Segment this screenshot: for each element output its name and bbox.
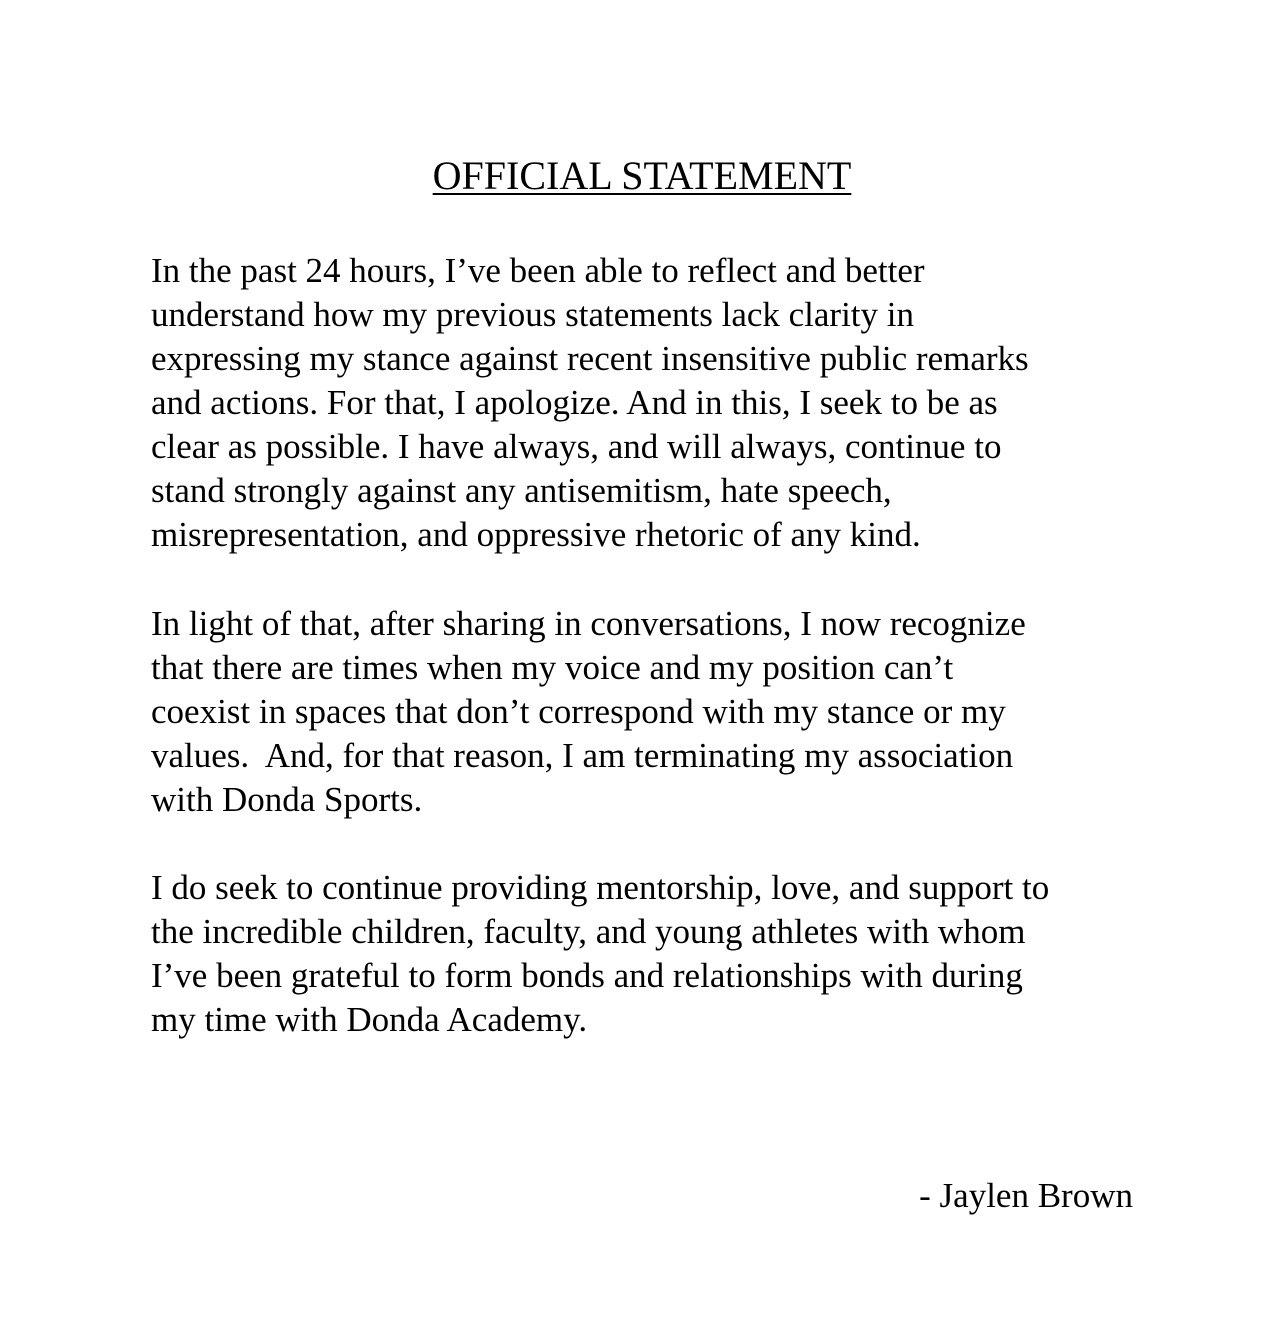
paragraph-line: that there are times when my voice and my position can’t [151, 648, 954, 687]
statement-paragraph-1 [151, 249, 1161, 557]
statement-paragraph-2 [151, 602, 1161, 822]
paragraph-line: clear as possible. I have always, and will always, continue to [151, 427, 1002, 466]
statement-signature: - Jaylen Brown [919, 1176, 1133, 1215]
paragraph-line: misrepresentation, and oppressive rhetoric of any kind. [151, 515, 921, 554]
paragraph-line: I’ve been grateful to form bonds and relationships with during [151, 956, 1023, 995]
paragraph-line: In the past 24 hours, I’ve been able to reflect and better [151, 251, 925, 290]
statement-title-text: OFFICIAL STATEMENT [432, 153, 852, 198]
paragraph-line: understand how my previous statements lack clarity in [151, 295, 915, 334]
paragraph-line: and actions. For that, I apologize. And in this, I seek to be as [151, 383, 998, 422]
paragraph-line: values. And, for that reason, I am terminating my association [151, 736, 1014, 775]
paragraph-line: In light of that, after sharing in conversations, I now recognize [151, 604, 1026, 643]
paragraph-line: expressing my stance against recent insensitive public remarks [151, 339, 1029, 378]
paragraph-line: stand strongly against any antisemitism, hate speech, [151, 471, 892, 510]
paragraph-line: with Donda Sports. [151, 780, 423, 819]
paragraph-line: coexist in spaces that don’t correspond with my stance or my [151, 692, 1006, 731]
statement-title [0, 152, 1284, 200]
paragraph-line: the incredible children, faculty, and young athletes with whom [151, 912, 1026, 951]
paragraph-line: I do seek to continue providing mentorship, love, and support to [151, 868, 1050, 907]
paragraph-line: my time with Donda Academy. [151, 1000, 588, 1039]
statement-paragraph-3 [151, 866, 1161, 1042]
